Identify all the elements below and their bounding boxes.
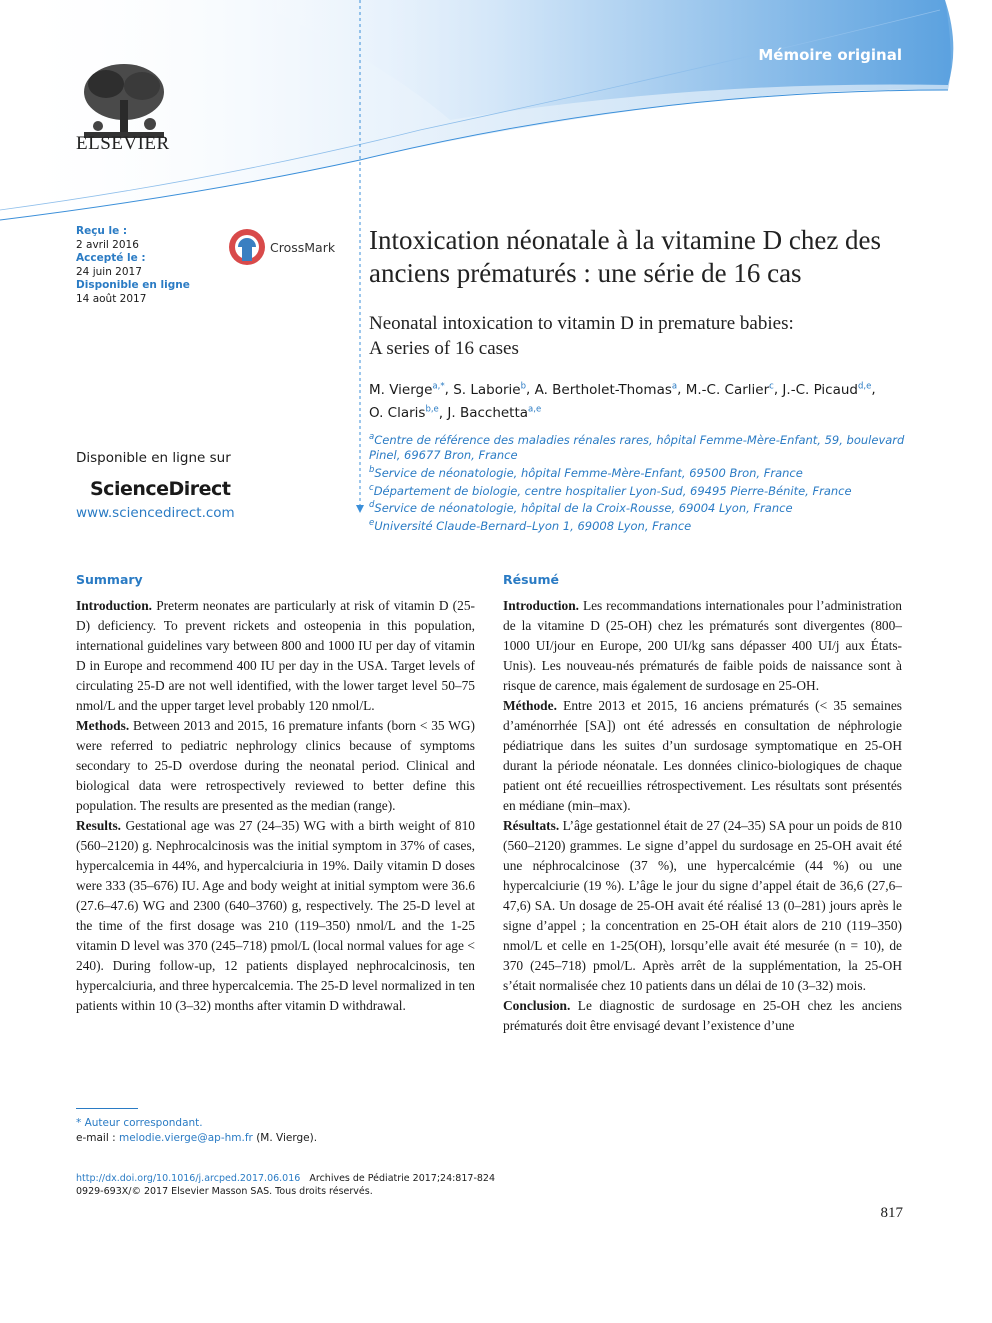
article-title-en <box>369 311 909 361</box>
sciencedirect-logo: ScienceDirect <box>90 478 231 500</box>
crossmark-label: CrossMark <box>270 239 336 255</box>
affiliation: $^c$Département de biologie, centre hospitalier Lyon-Sud, 69495 Pierre-Bénite, France <box>369 482 852 498</box>
affiliation-list <box>369 430 909 534</box>
email-link[interactable]: melodie.vierge@ap-hm.fr <box>118 1132 253 1144</box>
sciencedirect-link[interactable]: www.sciencedirect.com <box>76 505 235 521</box>
crossmark-badge[interactable] <box>228 228 335 266</box>
summary-heading: Summary <box>76 572 143 587</box>
author[interactable]: M. Vierge$^{a,*}$ <box>369 381 445 398</box>
author[interactable]: J. Bacchetta$^{a,e}$ <box>447 404 542 421</box>
affiliation: $^a$Centre de référence des maladies rénales rares, hôpital Femme-Mère-Enfant, 59, boulevard Pinel, 69677 Bron, France <box>369 432 905 462</box>
author-list: M. Vierge$^{a,*}$, S. Laborie$^b$, A. Bertholet-Thomas$^a$, M.-C. Carlier$^c$, J.-C. Picaud$^{d,e}$, O. Claris$^{b,e}$, J. Bacchetta$^{a,e}$ <box>369 381 876 421</box>
summary-paragraph: Introduction. Preterm neonates are particularly at risk of vitamin D (25-D) deficiency. To prevent rickets and osteopenia in this population, international guidelines vary between 800 and 1000 IU per day of vitamin D in Europe and recommend 400 IU per day in the USA. Target levels of circulating 25-D are not well identified, with the lower target level 50–75 nmol/L and the upper target level probably 120 nmol/L. <box>76 598 475 713</box>
author[interactable]: O. Claris$^{b,e}$ <box>369 404 439 421</box>
section-label: Mémoire original <box>758 46 902 64</box>
accepted-label: Accepté le : <box>76 252 146 264</box>
resume-paragraph: Introduction. Les recommandations internationales pour l’administration de la vitamine D (25-OH) chez les prématurés sont divergentes (800–1000 UI/jour en Europe, 200 UI/kg sans dépasser 400 UI/j aux États-Unis). Les nouveau-nés prématurés de faible poids de naissance sont à risque de carence, mais également de surdosage en 25-OH. <box>503 598 902 693</box>
resume-section <box>503 570 902 1036</box>
resume-paragraph: Méthode. Entre 2013 et 2015, 16 anciens prématurés (< 35 semaines d’aménorrhée [SA]) ont été adressés en consultation de néphrologie pédiatrique dans les suites d’un surdosage symptomatique en 25-OH durant la période néonatale. Les données clinico-biologiques de chaque patient ont été recueillies rétrospectivement. Les résultats sont présentés en médiane (min–max). <box>503 698 902 813</box>
received-date: 2 avril 2016 <box>76 238 139 251</box>
title-en-line-1: Neonatal intoxication to vitamin D in premature babies: <box>369 313 794 334</box>
author[interactable]: A. Bertholet-Thomas$^a$ <box>534 381 678 398</box>
author[interactable]: M.-C. Carlier$^c$ <box>685 381 774 398</box>
page-number: 817 <box>880 1205 903 1221</box>
online-label: Disponible en ligne <box>76 279 190 291</box>
author[interactable]: J.-C. Picaud$^{d,e}$ <box>782 381 872 398</box>
footnote-rule <box>76 1108 138 1109</box>
title-en-line-2: A series of 16 cases <box>369 338 519 359</box>
accepted-date: 24 juin 2017 <box>76 265 142 278</box>
resume-paragraph: Résultats. L’âge gestationnel était de 27 (24–35) SA pour un poids de 810 (560–2120) grammes. Le signe d’appel du surdosage en 25-OH avait été une néphrocalcinose (37 %), une hypercalcémie (44 %) ou une hypercalciurie (19 %). L’âge le jour du signe d’appel était de 36,6 (27,6–47,6) SA. Un dosage de 25-OH avait été réalisé 13 (0–281) jours après le signe d’appel ; la concentration en 25-OH était alors de 210 (119–350) nmol/L et celle en 1-25(OH), lorsqu’elle avait été mesurée (n = 10), de 370 (245–718) pmol/L. Après arrêt de la supplémentation, la 25-OH s’était normalisée chez 10 patients dans un délai de 10 (3–32) mois. <box>503 818 902 993</box>
publisher-wordmark: ELSEVIER <box>76 133 170 154</box>
article-title-fr: Intoxication néonatale à la vitamine D chez des anciens prématurés : une série de 16 cas <box>369 225 882 288</box>
online-date: 14 août 2017 <box>76 292 147 305</box>
summary-paragraph: Results. Gestational age was 27 (24–35) WG with a birth weight of 810 (560–2120) g. Nephrocalcinosis was the initial symptom in 37% of cases, hypercalcemia in 44%, and hypercalciuria in 19%. Daily vitamin D doses were 333 (35–676) IU. Age and body weight at initial symptom were 36.6 (27.6–47.6) WG and 2300 (640–3760) g, respectively. The 25-D level at the time of the first dosage was 210 (119–350) nmol/L and the 1-25 vitamin D level was 370 (245–718) pmol/L (local normal values for age < 240). During follow-up, 12 patients displayed nephrocalcinosis, ten hypercalciuria, and three hypercalcemia. The 25-D level normalized in ten patients within 10 (3–32) months after vitamin D withdrawal. <box>76 818 475 1013</box>
summary-paragraph: Methods. Between 2013 and 2015, 16 premature infants (born < 35 WG) were referred to pediatric nephrology clinics because of symptoms secondary to 25-D overdose during the neonatal period. Clinical and biological data were retrospectively reviewed to better define this population. The results are presented as the median (range). <box>76 718 475 813</box>
publication-info <box>76 1172 495 1198</box>
affiliation: $^e$Université Claude-Bernard–Lyon 1, 69008 Lyon, France <box>369 518 692 534</box>
crossmark-icon <box>228 228 266 266</box>
received-label: Reçu le : <box>76 225 128 237</box>
author[interactable]: S. Laborie$^b$ <box>453 381 526 398</box>
resume-paragraph: Conclusion. Le diagnostic de surdosage en 25-OH chez les anciens prématurés doit être envisagé devant l’existence d’une <box>503 998 902 1033</box>
article-dates <box>76 225 190 306</box>
journal-citation: Archives de Pédiatrie 2017;24:817-824 <box>309 1173 496 1184</box>
summary-section <box>76 570 475 1016</box>
affiliation: $^b$Service de néonatologie, hôpital Femme-Mère-Enfant, 69500 Bron, France <box>369 464 803 480</box>
availability-text: Disponible en ligne sur <box>76 450 231 466</box>
copyright: 0929-693X/© 2017 Elsevier Masson SAS. Tous droits réservés. <box>76 1186 373 1197</box>
corresponding-author-footnote: * Auteur correspondant. e-mail : melodie.vierge@ap-hm.fr (M. Vierge). <box>76 1117 318 1144</box>
doi-link[interactable]: http://dx.doi.org/10.1016/j.arcped.2017.06.016 <box>76 1173 301 1184</box>
resume-heading: Résumé <box>503 572 559 587</box>
affiliation: $^d$Service de néonatologie, hôpital de la Croix-Rousse, 69004 Lyon, France <box>369 500 793 516</box>
